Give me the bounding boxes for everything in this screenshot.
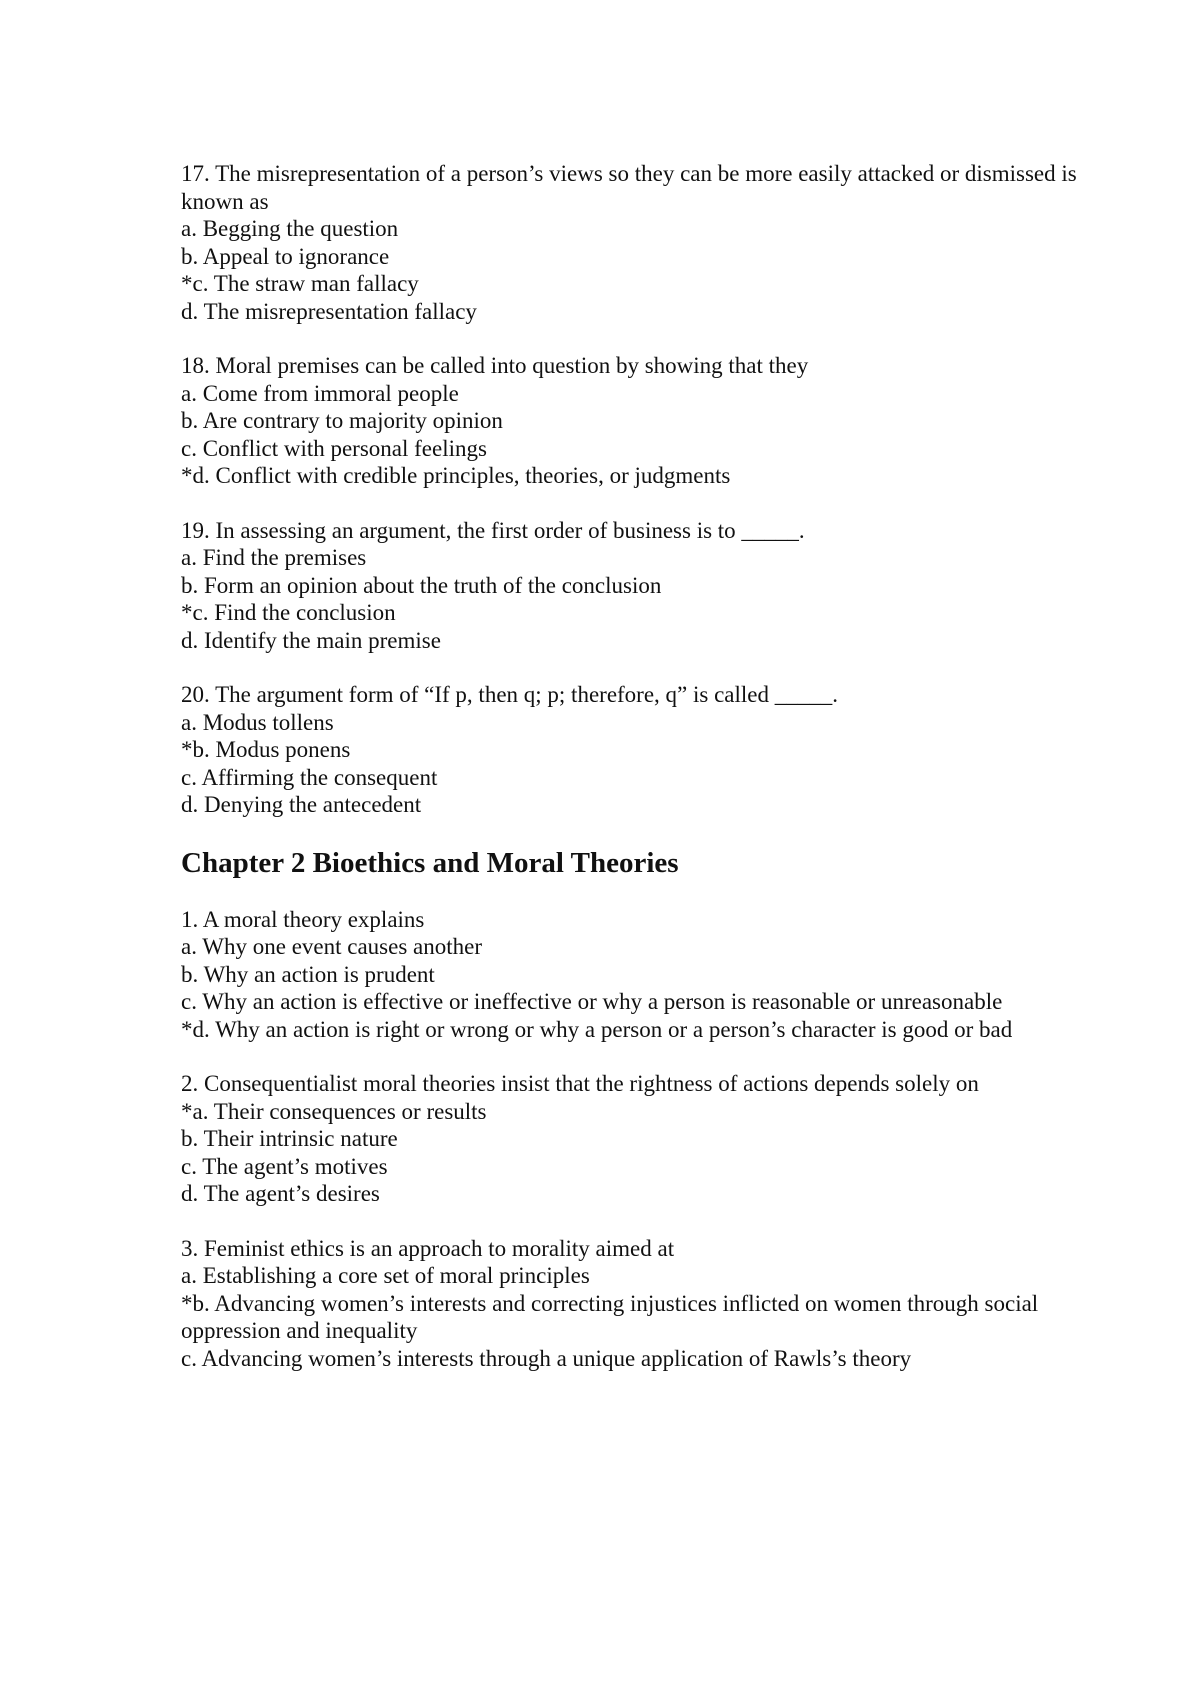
question-17 <box>181 160 1081 325</box>
answer-option-correct: *b. Modus ponens <box>181 737 351 762</box>
answer-option: b. Why an action is prudent <box>181 961 435 987</box>
answer-option: a. Begging the question <box>181 216 399 241</box>
answer-option: b. Form an opinion about the truth of the conclusion <box>181 572 662 598</box>
answer-option: d. The misrepresentation fallacy <box>181 298 477 324</box>
answer-option: c. The agent’s motives <box>181 1153 388 1179</box>
answer-option: a. Establishing a core set of moral principles <box>181 1263 590 1288</box>
answer-option: a. Find the premises <box>181 545 367 570</box>
answer-option: a. Why one event causes another <box>181 934 483 959</box>
answer-option: c. Conflict with personal feelings <box>181 435 487 461</box>
answer-option-correct: *b. Advancing women’s interests and correcting injustices inflicted on women through social oppression and inequality <box>181 1290 1039 1343</box>
chapter-heading: Chapter 2 Bioethics and Moral Theories <box>181 846 679 879</box>
chapter2-question-2 <box>181 1070 1081 1208</box>
answer-option: d. The agent’s desires <box>181 1181 380 1206</box>
answer-option: b. Are contrary to majority opinion <box>181 408 503 433</box>
question-stem: 19. In assessing an argument, the first order of business is to _____. <box>181 517 805 543</box>
question-stem: 18. Moral premises can be called into question by showing that they <box>181 353 809 378</box>
answer-option: d. Identify the main premise <box>181 627 441 653</box>
chapter2-question-1 <box>181 906 1081 1044</box>
answer-option-correct: *d. Why an action is right or wrong or why a person or a person’s character is good or bad <box>181 1016 1013 1042</box>
answer-option: c. Affirming the consequent <box>181 764 438 790</box>
answer-option-correct: *a. Their consequences or results <box>181 1098 487 1124</box>
answer-option: a. Come from immoral people <box>181 380 459 406</box>
answer-option: a. Modus tollens <box>181 709 334 735</box>
question-19 <box>181 517 1081 655</box>
answer-option: d. Denying the antecedent <box>181 792 422 817</box>
question-stem: 17. The misrepresentation of a person’s views so they can be more easily attacked or dismissed is known as <box>181 161 1077 214</box>
answer-option: b. Their intrinsic nature <box>181 1126 398 1151</box>
question-stem: 1. A moral theory explains <box>181 906 425 932</box>
document-page <box>181 160 1081 1399</box>
chapter2-question-3 <box>181 1235 1081 1373</box>
question-stem: 2. Consequentialist moral theories insist that the rightness of actions depends solely on <box>181 1071 979 1096</box>
answer-option: b. Appeal to ignorance <box>181 243 390 269</box>
question-stem: 20. The argument form of “If p, then q; p; therefore, q” is called _____. <box>181 682 839 707</box>
question-20 <box>181 681 1081 819</box>
answer-option-correct: *c. Find the conclusion <box>181 600 396 625</box>
answer-option-correct: *d. Conflict with credible principles, theories, or judgments <box>181 463 731 488</box>
answer-option: c. Why an action is effective or ineffective or why a person is reasonable or unreasonable <box>181 989 1003 1014</box>
answer-option-correct: *c. The straw man fallacy <box>181 271 419 296</box>
question-18 <box>181 352 1081 490</box>
question-stem: 3. Feminist ethics is an approach to morality aimed at <box>181 1235 675 1261</box>
answer-option: c. Advancing women’s interests through a unique application of Rawls’s theory <box>181 1345 912 1371</box>
